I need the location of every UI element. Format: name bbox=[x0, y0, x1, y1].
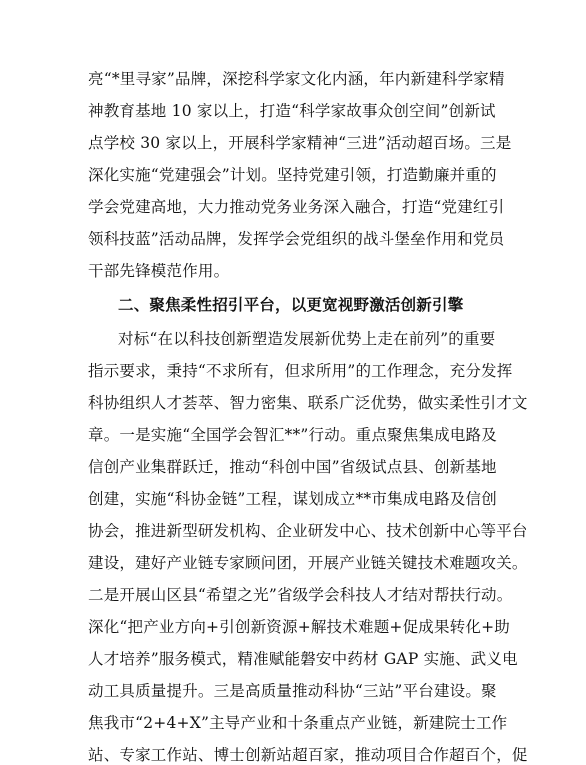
body-text-line: 深化实施“党建强会”计划。坚持党建引领，打造勤廉并重的 bbox=[88, 166, 497, 184]
body-text-line: 人才培养”服务模式，精准赋能磐安中药材 GAP 实施、武义电 bbox=[88, 650, 518, 668]
body-text-line: 章。一是实施“全国学会智汇**”行动。重点聚焦集成电路及 bbox=[88, 426, 497, 444]
body-text-line: 学会党建高地，大力推动党务业务深入融合，打造“党建红引 bbox=[88, 198, 505, 216]
body-text-line: 动工具质量提升。三是高质量推动科协“三站”平台建设。聚 bbox=[88, 682, 497, 700]
body-text-line: 干部先锋模范作用。 bbox=[88, 262, 230, 280]
body-text-line: 点学校 30 家以上，开展科学家精神“三进”活动超百场。三是 bbox=[88, 134, 512, 152]
body-text-line: 科协组织人才荟萃、智力密集、联系广泛优势，做实柔性引才文 bbox=[88, 394, 528, 412]
body-text-line: 二是开展山区县“希望之光”省级学会科技人才结对帮扶行动。 bbox=[88, 586, 513, 604]
section-heading: 二、聚焦柔性招引平台，以更宽视野激活创新引擎 bbox=[118, 295, 464, 314]
body-text-line: 领科技蓝”活动品牌，发挥学会党组织的战斗堡垒作用和党员 bbox=[88, 230, 505, 248]
body-text-line: 建设，建好产业链专家顾问团，开展产业链关键技术难题攻关。 bbox=[88, 554, 528, 572]
body-text-line: 神教育基地 10 家以上，打造“科学家故事众创空间”创新试 bbox=[88, 102, 496, 120]
body-text-line: 协会，推进新型研发机构、企业研发中心、技术创新中心等平台 bbox=[88, 522, 528, 540]
body-text-line: 创建，实施“科协金链”工程，谋划成立**市集成电路及信创 bbox=[88, 490, 497, 508]
body-text-line: 深化“把产业方向+引创新资源+解技术难题+促成果转化+助 bbox=[88, 618, 510, 636]
body-text-line: 信创产业集群跃迁，推动“科创中国”省级试点县、创新基地 bbox=[88, 458, 497, 476]
body-text-line: 站、专家工作站、博士创新站超百家，推动项目合作超百个，促 bbox=[88, 746, 528, 764]
body-text-line: 焦我市“2+4+X”主导产业和十条重点产业链，新建院士工作 bbox=[88, 714, 508, 732]
body-text-line: 指示要求，秉持“不求所有，但求所用”的工作理念，充分发挥 bbox=[88, 362, 513, 380]
body-text-line: 亮“*里寻家”品牌，深挖科学家文化内涵，年内新建科学家精 bbox=[88, 70, 505, 88]
body-text-line: 对标“在以科技创新塑造发展新优势上走在前列”的重要 bbox=[118, 330, 496, 348]
